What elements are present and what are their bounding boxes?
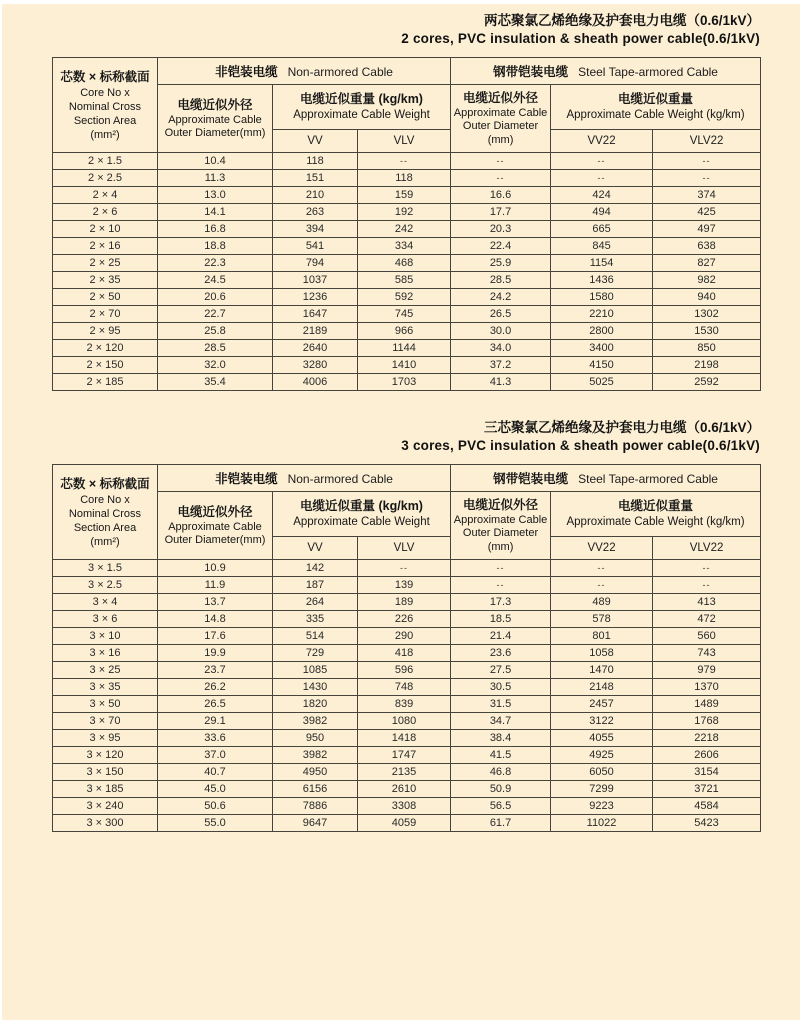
header-group-non-armored: 非铠装电缆 Non-armored Cable	[158, 58, 451, 85]
value-cell: 187	[273, 577, 358, 594]
value-cell: 5423	[653, 815, 761, 832]
value-cell: 2198	[653, 357, 761, 374]
table-row	[53, 255, 761, 272]
table-row	[53, 696, 761, 713]
spec-table-3core	[52, 464, 761, 832]
value-cell: 226	[358, 611, 451, 628]
value-cell: 25.9	[451, 255, 551, 272]
value-cell: 118	[273, 153, 358, 170]
value-cell: 3308	[358, 798, 451, 815]
table-row	[53, 577, 761, 594]
table-row	[53, 662, 761, 679]
value-cell: 2210	[551, 306, 653, 323]
value-cell: 50.9	[451, 781, 551, 798]
table-row	[53, 289, 761, 306]
value-cell: 33.6	[158, 730, 273, 747]
value-cell: 845	[551, 238, 653, 255]
value-cell: 26.2	[158, 679, 273, 696]
value-cell: 413	[653, 594, 761, 611]
value-cell: 794	[273, 255, 358, 272]
size-cell: 3 × 16	[53, 645, 158, 662]
size-cell: 3 × 70	[53, 713, 158, 730]
value-cell: 743	[653, 645, 761, 662]
header-col-vlv22: VLV22	[653, 130, 761, 153]
value-cell: 592	[358, 289, 451, 306]
value-cell: 22.3	[158, 255, 273, 272]
value-cell: 745	[358, 306, 451, 323]
size-cell: 3 × 2.5	[53, 577, 158, 594]
table-row	[53, 611, 761, 628]
size-cell: 2 × 2.5	[53, 170, 158, 187]
value-cell: 37.0	[158, 747, 273, 764]
size-cell: 2 × 70	[53, 306, 158, 323]
table1-body	[53, 153, 761, 391]
value-cell: 638	[653, 238, 761, 255]
header-col-vv: VV	[273, 130, 358, 153]
size-cell: 3 × 50	[53, 696, 158, 713]
value-cell: --	[551, 170, 653, 187]
value-cell: 2218	[653, 730, 761, 747]
value-cell: 11022	[551, 815, 653, 832]
value-cell: 14.1	[158, 204, 273, 221]
value-cell: 56.5	[451, 798, 551, 815]
value-cell: 13.0	[158, 187, 273, 204]
value-cell: 801	[551, 628, 653, 645]
value-cell: 418	[358, 645, 451, 662]
header-core-section: 芯数 × 标称截面 Core No x Nominal Cross Section Area (mm²)	[53, 58, 158, 153]
value-cell: 4059	[358, 815, 451, 832]
header-group-steel-armored: 钢带铠装电缆 Steel Tape-armored Cable	[451, 58, 761, 85]
value-cell: 3400	[551, 340, 653, 357]
value-cell: 335	[273, 611, 358, 628]
value-cell: 34.7	[451, 713, 551, 730]
value-cell: --	[551, 560, 653, 577]
value-cell: 5025	[551, 374, 653, 391]
value-cell: 192	[358, 204, 451, 221]
size-cell: 3 × 185	[53, 781, 158, 798]
value-cell: 11.9	[158, 577, 273, 594]
size-cell: 3 × 10	[53, 628, 158, 645]
table-row	[53, 357, 761, 374]
value-cell: 264	[273, 594, 358, 611]
header-weight-non-armored: 电缆近似重量 (kg/km) Approximate Cable Weight	[273, 85, 451, 130]
value-cell: 979	[653, 662, 761, 679]
header-weight-non-armored: 电缆近似重量 (kg/km) Approximate Cable Weight	[273, 492, 451, 537]
value-cell: 374	[653, 187, 761, 204]
header-group-non-armored: 非铠装电缆 Non-armored Cable	[158, 465, 451, 492]
table-row	[53, 204, 761, 221]
size-cell: 2 × 95	[53, 323, 158, 340]
value-cell: 20.6	[158, 289, 273, 306]
size-cell: 2 × 35	[53, 272, 158, 289]
table-row	[53, 272, 761, 289]
value-cell: 23.7	[158, 662, 273, 679]
value-cell: 1647	[273, 306, 358, 323]
size-cell: 2 × 120	[53, 340, 158, 357]
value-cell: --	[358, 560, 451, 577]
value-cell: 1430	[273, 679, 358, 696]
header-col-vv22: VV22	[551, 130, 653, 153]
size-cell: 2 × 4	[53, 187, 158, 204]
value-cell: 748	[358, 679, 451, 696]
value-cell: 4006	[273, 374, 358, 391]
table1-title-block	[52, 4, 760, 48]
value-cell: 17.7	[451, 204, 551, 221]
value-cell: --	[551, 153, 653, 170]
value-cell: 27.5	[451, 662, 551, 679]
size-cell: 2 × 1.5	[53, 153, 158, 170]
value-cell: 20.3	[451, 221, 551, 238]
value-cell: 32.0	[158, 357, 273, 374]
value-cell: 940	[653, 289, 761, 306]
value-cell: 1080	[358, 713, 451, 730]
value-cell: 41.3	[451, 374, 551, 391]
value-cell: 118	[358, 170, 451, 187]
value-cell: 2800	[551, 323, 653, 340]
table2-title-zh: 三芯聚氯乙烯绝缘及护套电力电缆（0.6/1kV）	[483, 420, 760, 435]
value-cell: 28.5	[158, 340, 273, 357]
table-row	[53, 798, 761, 815]
value-cell: 1489	[653, 696, 761, 713]
value-cell: 1747	[358, 747, 451, 764]
table2-body	[53, 560, 761, 832]
value-cell: 1302	[653, 306, 761, 323]
value-cell: 34.0	[451, 340, 551, 357]
value-cell: 578	[551, 611, 653, 628]
table-row	[53, 238, 761, 255]
table-row	[53, 730, 761, 747]
value-cell: --	[358, 153, 451, 170]
value-cell: --	[653, 153, 761, 170]
header-group-steel-armored: 钢带铠装电缆 Steel Tape-armored Cable	[451, 465, 761, 492]
table-row	[53, 815, 761, 832]
value-cell: 61.7	[451, 815, 551, 832]
value-cell: 210	[273, 187, 358, 204]
value-cell: 1580	[551, 289, 653, 306]
value-cell: 3721	[653, 781, 761, 798]
value-cell: 1370	[653, 679, 761, 696]
table-row	[53, 221, 761, 238]
size-cell: 3 × 25	[53, 662, 158, 679]
value-cell: 290	[358, 628, 451, 645]
value-cell: 468	[358, 255, 451, 272]
value-cell: 13.7	[158, 594, 273, 611]
value-cell: 4950	[273, 764, 358, 781]
header-col-vv22: VV22	[551, 537, 653, 560]
table-row	[53, 187, 761, 204]
value-cell: 45.0	[158, 781, 273, 798]
value-cell: 394	[273, 221, 358, 238]
value-cell: 37.2	[451, 357, 551, 374]
value-cell: 827	[653, 255, 761, 272]
value-cell: 38.4	[451, 730, 551, 747]
value-cell: 2610	[358, 781, 451, 798]
table-row	[53, 306, 761, 323]
value-cell: 424	[551, 187, 653, 204]
header-col-vv: VV	[273, 537, 358, 560]
size-cell: 3 × 300	[53, 815, 158, 832]
value-cell: 1530	[653, 323, 761, 340]
value-cell: --	[451, 577, 551, 594]
value-cell: 17.6	[158, 628, 273, 645]
value-cell: --	[653, 577, 761, 594]
value-cell: 982	[653, 272, 761, 289]
value-cell: 497	[653, 221, 761, 238]
value-cell: 14.8	[158, 611, 273, 628]
value-cell: 3982	[273, 747, 358, 764]
size-cell: 3 × 35	[53, 679, 158, 696]
page-top-margin	[0, 0, 800, 4]
value-cell: 2640	[273, 340, 358, 357]
value-cell: 472	[653, 611, 761, 628]
value-cell: 966	[358, 323, 451, 340]
value-cell: 1154	[551, 255, 653, 272]
value-cell: 10.9	[158, 560, 273, 577]
value-cell: 1085	[273, 662, 358, 679]
size-cell: 2 × 16	[53, 238, 158, 255]
size-cell: 2 × 185	[53, 374, 158, 391]
value-cell: 23.6	[451, 645, 551, 662]
table-row	[53, 645, 761, 662]
value-cell: 3280	[273, 357, 358, 374]
value-cell: 3122	[551, 713, 653, 730]
size-cell: 2 × 50	[53, 289, 158, 306]
value-cell: 1410	[358, 357, 451, 374]
header-od-non-armored: 电缆近似外径 Approximate Cable Outer Diameter(mm)	[158, 85, 273, 153]
header-od-non-armored: 电缆近似外径 Approximate Cable Outer Diameter(mm)	[158, 492, 273, 560]
value-cell: 22.4	[451, 238, 551, 255]
size-cell: 3 × 120	[53, 747, 158, 764]
value-cell: 1058	[551, 645, 653, 662]
header-col-vlv: VLV	[358, 537, 451, 560]
header-core-section: 芯数 × 标称截面 Core No x Nominal Cross Section Area (mm²)	[53, 465, 158, 560]
value-cell: 1470	[551, 662, 653, 679]
header-od-steel: 电缆近似外径 Approximate Cable Outer Diameter (mm)	[451, 85, 551, 153]
value-cell: 541	[273, 238, 358, 255]
value-cell: 9647	[273, 815, 358, 832]
value-cell: 21.4	[451, 628, 551, 645]
value-cell: 11.3	[158, 170, 273, 187]
value-cell: 29.1	[158, 713, 273, 730]
value-cell: 1703	[358, 374, 451, 391]
value-cell: 139	[358, 577, 451, 594]
value-cell: 850	[653, 340, 761, 357]
value-cell: 2189	[273, 323, 358, 340]
table-row	[53, 170, 761, 187]
value-cell: 7299	[551, 781, 653, 798]
value-cell: 1144	[358, 340, 451, 357]
value-cell: 24.2	[451, 289, 551, 306]
size-cell: 3 × 6	[53, 611, 158, 628]
value-cell: 25.8	[158, 323, 273, 340]
value-cell: 6050	[551, 764, 653, 781]
value-cell: 2592	[653, 374, 761, 391]
header-weight-steel: 电缆近似重量 Approximate Cable Weight (kg/km)	[551, 492, 761, 537]
value-cell: --	[551, 577, 653, 594]
value-cell: 839	[358, 696, 451, 713]
table-row	[53, 323, 761, 340]
header-od-steel: 电缆近似外径 Approximate Cable Outer Diameter (mm)	[451, 492, 551, 560]
size-cell: 3 × 95	[53, 730, 158, 747]
size-cell: 2 × 6	[53, 204, 158, 221]
value-cell: 9223	[551, 798, 653, 815]
table-row	[53, 628, 761, 645]
value-cell: 334	[358, 238, 451, 255]
value-cell: 1418	[358, 730, 451, 747]
value-cell: 159	[358, 187, 451, 204]
value-cell: 40.7	[158, 764, 273, 781]
value-cell: 18.8	[158, 238, 273, 255]
value-cell: 24.5	[158, 272, 273, 289]
document-page	[2, 4, 800, 1020]
value-cell: 1236	[273, 289, 358, 306]
value-cell: 950	[273, 730, 358, 747]
value-cell: 4584	[653, 798, 761, 815]
table2-title-block	[52, 391, 760, 455]
table-row	[53, 781, 761, 798]
value-cell: 31.5	[451, 696, 551, 713]
header-col-vlv: VLV	[358, 130, 451, 153]
size-cell: 3 × 1.5	[53, 560, 158, 577]
table-row	[53, 747, 761, 764]
size-cell: 3 × 4	[53, 594, 158, 611]
value-cell: 26.5	[451, 306, 551, 323]
table-row	[53, 713, 761, 730]
value-cell: --	[451, 560, 551, 577]
header-col-vlv22: VLV22	[653, 537, 761, 560]
value-cell: 1436	[551, 272, 653, 289]
value-cell: 10.4	[158, 153, 273, 170]
value-cell: 35.4	[158, 374, 273, 391]
value-cell: 4925	[551, 747, 653, 764]
value-cell: 4055	[551, 730, 653, 747]
value-cell: 585	[358, 272, 451, 289]
value-cell: 28.5	[451, 272, 551, 289]
table-row	[53, 679, 761, 696]
value-cell: 425	[653, 204, 761, 221]
value-cell: 489	[551, 594, 653, 611]
value-cell: 189	[358, 594, 451, 611]
value-cell: 4150	[551, 357, 653, 374]
value-cell: 2135	[358, 764, 451, 781]
value-cell: 6156	[273, 781, 358, 798]
value-cell: 3982	[273, 713, 358, 730]
value-cell: 2148	[551, 679, 653, 696]
size-cell: 2 × 25	[53, 255, 158, 272]
value-cell: 19.9	[158, 645, 273, 662]
value-cell: 30.5	[451, 679, 551, 696]
spec-table-2core	[52, 57, 761, 391]
value-cell: 17.3	[451, 594, 551, 611]
value-cell: 41.5	[451, 747, 551, 764]
value-cell: --	[451, 170, 551, 187]
value-cell: 263	[273, 204, 358, 221]
value-cell: 560	[653, 628, 761, 645]
value-cell: 55.0	[158, 815, 273, 832]
header-weight-steel: 电缆近似重量 Approximate Cable Weight (kg/km)	[551, 85, 761, 130]
value-cell: 142	[273, 560, 358, 577]
value-cell: 7886	[273, 798, 358, 815]
table2-title-en: 3 cores, PVC insulation & sheath power cable(0.6/1kV)	[401, 438, 760, 453]
value-cell: 2606	[653, 747, 761, 764]
value-cell: 1768	[653, 713, 761, 730]
table-row	[53, 560, 761, 577]
table-row	[53, 594, 761, 611]
table-row	[53, 340, 761, 357]
value-cell: 729	[273, 645, 358, 662]
value-cell: --	[451, 153, 551, 170]
value-cell: 665	[551, 221, 653, 238]
size-cell: 3 × 150	[53, 764, 158, 781]
table1-title-en: 2 cores, PVC insulation & sheath power cable(0.6/1kV)	[401, 31, 760, 46]
value-cell: 30.0	[451, 323, 551, 340]
value-cell: 151	[273, 170, 358, 187]
value-cell: 1037	[273, 272, 358, 289]
value-cell: --	[653, 170, 761, 187]
table-row	[53, 153, 761, 170]
value-cell: 596	[358, 662, 451, 679]
table1-title-zh: 两芯聚氯乙烯绝缘及护套电力电缆（0.6/1kV）	[483, 13, 760, 28]
size-cell: 2 × 150	[53, 357, 158, 374]
table-row	[53, 764, 761, 781]
value-cell: 494	[551, 204, 653, 221]
value-cell: 46.8	[451, 764, 551, 781]
value-cell: 242	[358, 221, 451, 238]
table-row	[53, 374, 761, 391]
value-cell: 1820	[273, 696, 358, 713]
value-cell: 26.5	[158, 696, 273, 713]
size-cell: 2 × 10	[53, 221, 158, 238]
value-cell: 18.5	[451, 611, 551, 628]
value-cell: 22.7	[158, 306, 273, 323]
value-cell: 16.6	[451, 187, 551, 204]
value-cell: 50.6	[158, 798, 273, 815]
value-cell: 3154	[653, 764, 761, 781]
value-cell: 16.8	[158, 221, 273, 238]
value-cell: 2457	[551, 696, 653, 713]
value-cell: --	[653, 560, 761, 577]
size-cell: 3 × 240	[53, 798, 158, 815]
value-cell: 514	[273, 628, 358, 645]
